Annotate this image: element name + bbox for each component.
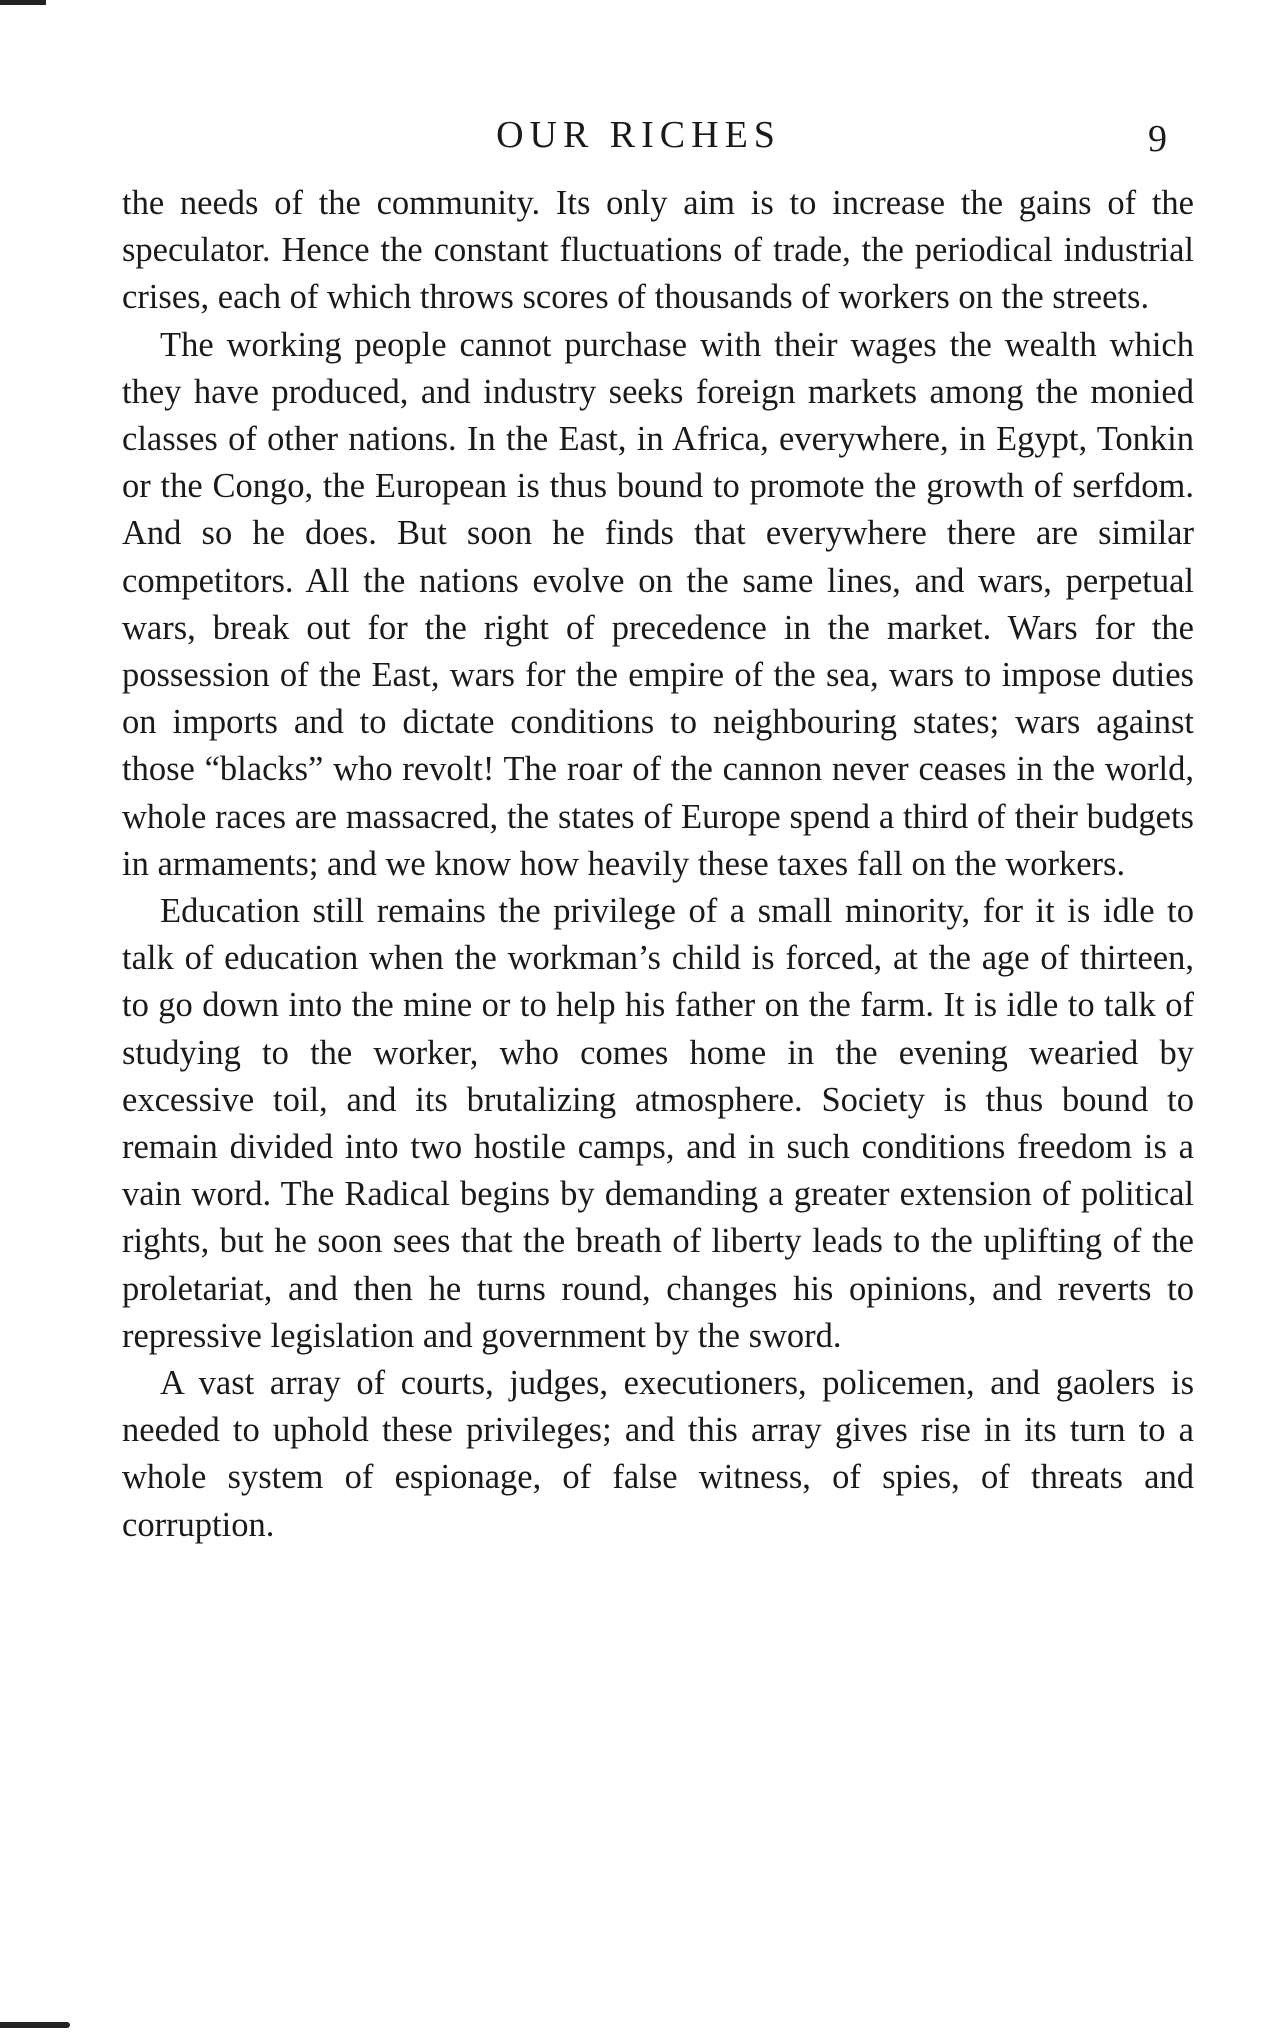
scan-edge-mark — [0, 0, 46, 5]
paragraph-2: The working people cannot purchase with their wages the wealth which they have produced, and industry seeks foreign markets among the monied classes of other nations. In the East, in Africa, everywhere, in Egypt, Tonkin or the Congo, the European is thus bound to promote the growth of serfdom. And so he does. But soon he finds that everywhere there are similar competitors. All the nations evolve on the same lines, and wars, perpetual wars, break out for the right of precedence in the market. Wars for the possession of the East, wars for the empire of the sea, wars to impose duties on imports and to dictate conditions to neighbouring states; wars against those “blacks” who revolt! The roar of the cannon never ceases in the world, whole races are massacred, the states of Europe spend a third of their budgets in armaments; and we know how heavily these taxes fall on the workers. — [122, 325, 1194, 883]
paragraph-4: A vast array of courts, judges, executioners, policemen, and gaolers is needed to uphold these privileges; and this array gives rise in its turn to a whole system of espionage, of false witness, of spies, of threats and corruption. — [122, 1364, 1194, 1544]
running-header — [0, 110, 1277, 160]
page-number: 9 — [1148, 118, 1167, 160]
body-text — [122, 180, 1194, 1549]
running-title: OUR RICHES — [496, 114, 781, 156]
paragraph-3: Education still remains the privilege of a small minority, for it is idle to talk of education when the workman’s child is forced, at the age of thirteen, to go down into the mine or to help his father on the farm. It is idle to talk of studying to the worker, who comes home in the evening wearied by excessive toil, and its brutalizing atmosphere. Society is thus bound to remain divided into two hostile camps, and in such conditions freedom is a vain word. The Radical begins by demanding a greater extension of political rights, but he soon sees that the breath of liberty leads to the uplifting of the proletariat, and then he turns round, changes his opinions, and reverts to repressive legislation and government by the sword. — [122, 892, 1194, 1355]
scan-edge-mark-bottom — [0, 2022, 70, 2028]
paragraph-1: the needs of the community. Its only aim is to increase the gains of the speculator. Hence the constant fluctuations of trade, the periodical industrial crises, each of which throws scores of thousands of workers on the streets. — [122, 184, 1194, 317]
